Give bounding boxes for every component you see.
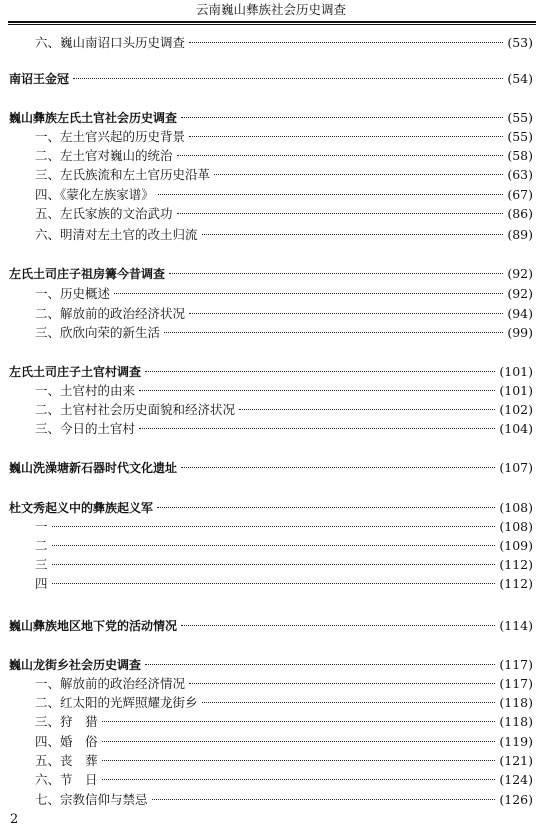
toc-entry-page: (92)	[507, 286, 533, 301]
toc-entry-title: 巍山洗澡塘新石器时代文化遗址	[9, 461, 178, 475]
toc-entry-title: 三	[35, 557, 48, 572]
dot-leader	[158, 194, 504, 195]
dot-leader	[169, 273, 503, 274]
toc-subentry[interactable]	[35, 402, 533, 418]
toc-section-entry[interactable]	[9, 657, 533, 673]
toc-entry-page: (102)	[499, 402, 533, 417]
toc-entry-title: 四、《蒙化左族家谱》	[35, 187, 154, 202]
toc-entry-title: 巍山彝族地区地下党的活动情况	[9, 619, 178, 633]
toc-entry-title: 杜文秀起义中的彝族起义军	[9, 501, 154, 515]
toc-subentry[interactable]	[35, 734, 533, 750]
toc-subentry[interactable]	[35, 325, 533, 341]
toc-entry-title: 三、狩 猎	[35, 714, 98, 729]
toc-subentry[interactable]	[35, 383, 533, 399]
toc-entry-title: 一、土官村的由来	[35, 383, 136, 398]
toc-subentry[interactable]	[35, 286, 533, 302]
toc-subentry[interactable]	[35, 772, 533, 788]
toc-section-entry[interactable]	[9, 266, 533, 282]
dot-leader	[145, 664, 495, 665]
dot-leader	[181, 625, 495, 626]
dot-leader	[181, 467, 495, 468]
toc-section-entry[interactable]	[9, 500, 533, 516]
dot-leader	[202, 234, 504, 235]
toc-section-entry[interactable]	[9, 110, 533, 126]
toc-entry-title: 二、土官村社会历史面貌和经济状况	[35, 402, 236, 417]
toc-subentry[interactable]	[35, 148, 533, 164]
toc-subentry[interactable]	[35, 187, 533, 203]
toc-entry-page: (101)	[499, 364, 533, 379]
dot-leader	[102, 779, 496, 780]
toc-subentry[interactable]	[35, 206, 533, 222]
dot-leader	[114, 293, 503, 294]
page-number: 2	[10, 812, 19, 827]
toc-entry-page: (109)	[499, 538, 533, 553]
toc-section-entry[interactable]	[9, 460, 533, 476]
toc-subentry[interactable]	[35, 676, 533, 692]
toc-entry-title: 四	[35, 576, 48, 591]
dot-leader	[145, 371, 495, 372]
toc-entry-page: (114)	[499, 618, 533, 633]
toc-entry-page: (53)	[507, 35, 533, 50]
toc-entry-title: 一、历史概述	[35, 286, 111, 301]
toc-subentry[interactable]	[35, 753, 533, 769]
toc-subentry[interactable]	[35, 792, 533, 808]
dot-leader	[102, 721, 496, 722]
toc-entry-title: 五、丧 葬	[35, 753, 98, 768]
toc-entry-title: 一、解放前的政治经济情况	[35, 676, 186, 691]
toc-subentry[interactable]	[35, 714, 533, 730]
toc-subentry[interactable]	[35, 167, 533, 183]
dot-leader	[189, 42, 503, 43]
toc-entry-title: 六、巍山南诏口头历史调查	[35, 35, 186, 50]
dot-leader	[202, 702, 496, 703]
toc-entry-page: (119)	[499, 734, 533, 749]
toc-entry-page: (118)	[499, 695, 533, 710]
toc-entry-page: (92)	[507, 266, 533, 281]
dot-leader	[52, 583, 496, 584]
toc-subentry[interactable]	[35, 576, 533, 592]
toc-subentry[interactable]	[35, 538, 533, 554]
dot-leader	[177, 213, 504, 214]
dot-leader	[189, 313, 503, 314]
dot-leader	[189, 136, 503, 137]
toc-entry-page: (86)	[507, 206, 533, 221]
toc-entry-title: 六、节 日	[35, 772, 98, 787]
toc-entry-page: (55)	[507, 129, 533, 144]
toc-subentry[interactable]	[35, 421, 533, 437]
dot-leader	[73, 78, 503, 79]
toc-entry-page: (67)	[507, 187, 533, 202]
toc-entry-title: 二	[35, 538, 48, 553]
toc-entry-title: 五、左氏家族的文治武功	[35, 206, 173, 221]
dot-leader	[164, 332, 503, 333]
toc-entry-title: 三、左氏族流和左土官历史沿革	[35, 167, 211, 182]
dot-leader	[157, 507, 495, 508]
toc-entry-page: (126)	[499, 792, 533, 807]
toc-entry-title: 一	[35, 519, 48, 534]
dot-leader	[152, 799, 496, 800]
toc-entry-page: (94)	[507, 306, 533, 321]
toc-entry-title: 左氏土司庄子土官村调查	[9, 365, 142, 379]
dot-leader	[239, 409, 495, 410]
toc-subentry[interactable]	[35, 306, 533, 322]
toc-entry-page: (117)	[499, 676, 533, 691]
dot-leader	[52, 545, 496, 546]
toc-entry-title: 三、今日的土官村	[35, 421, 136, 436]
toc-entry-title: 二、解放前的政治经济状况	[35, 306, 186, 321]
dot-leader	[102, 760, 496, 761]
toc-entry-page: (107)	[499, 460, 533, 475]
dot-leader	[214, 174, 503, 175]
running-header: 云南巍山彝族社会历史调查	[195, 2, 346, 17]
dot-leader	[52, 526, 496, 527]
toc-entry-page: (108)	[499, 519, 533, 534]
toc-section-entry[interactable]	[9, 71, 533, 87]
toc-entry-title: 四、婚 俗	[35, 734, 98, 749]
dot-leader	[139, 390, 495, 391]
toc-subentry[interactable]	[35, 35, 533, 51]
toc-subentry[interactable]	[35, 227, 533, 243]
toc-entry-page: (112)	[499, 576, 533, 591]
toc-section-entry[interactable]	[9, 364, 533, 380]
toc-subentry[interactable]	[35, 519, 533, 535]
toc-entry-title: 南诏王金冠	[9, 72, 70, 86]
toc-entry-page: (112)	[499, 557, 533, 572]
toc-entry-page: (118)	[499, 714, 533, 729]
toc-entry-page: (58)	[507, 148, 533, 163]
toc-entry-page: (121)	[499, 753, 533, 768]
toc-entry-title: 三、欣欣向荣的新生活	[35, 325, 161, 340]
toc-entry-title: 二、左土官对巍山的统治	[35, 148, 173, 163]
toc-entry-title: 七、宗教信仰与禁忌	[35, 792, 148, 807]
toc-entry-page: (55)	[507, 110, 533, 125]
toc-entry-title: 一、左土官兴起的历史背景	[35, 129, 186, 144]
toc-entry-page: (108)	[499, 500, 533, 515]
toc-entry-page: (104)	[499, 421, 533, 436]
dot-leader	[181, 117, 503, 118]
toc-entry-page: (54)	[507, 71, 533, 86]
toc-section-entry[interactable]	[9, 618, 533, 634]
toc-entry-page: (117)	[499, 657, 533, 672]
dot-leader	[139, 428, 495, 429]
toc-entry-page: (63)	[507, 167, 533, 182]
toc-subentry[interactable]	[35, 557, 533, 573]
toc-entry-page: (101)	[499, 383, 533, 398]
toc-entry-page: (99)	[507, 325, 533, 340]
toc-entry-title: 巍山彝族左氏土官社会历史调查	[9, 111, 178, 125]
toc-entry-title: 二、红太阳的光辉照耀龙街乡	[35, 695, 198, 710]
dot-leader	[102, 741, 496, 742]
toc-entry-page: (89)	[507, 227, 533, 242]
toc-entry-page: (124)	[499, 772, 533, 787]
toc-entry-title: 巍山龙街乡社会历史调查	[9, 658, 142, 672]
dot-leader	[52, 564, 496, 565]
dot-leader	[177, 155, 504, 156]
toc-entry-title: 左氏土司庄子祖房篝今昔调查	[9, 267, 166, 281]
toc-entry-title: 六、明清对左土官的改土归流	[35, 227, 198, 242]
toc-subentry[interactable]	[35, 695, 533, 711]
toc-subentry[interactable]	[35, 129, 533, 145]
dot-leader	[189, 683, 495, 684]
